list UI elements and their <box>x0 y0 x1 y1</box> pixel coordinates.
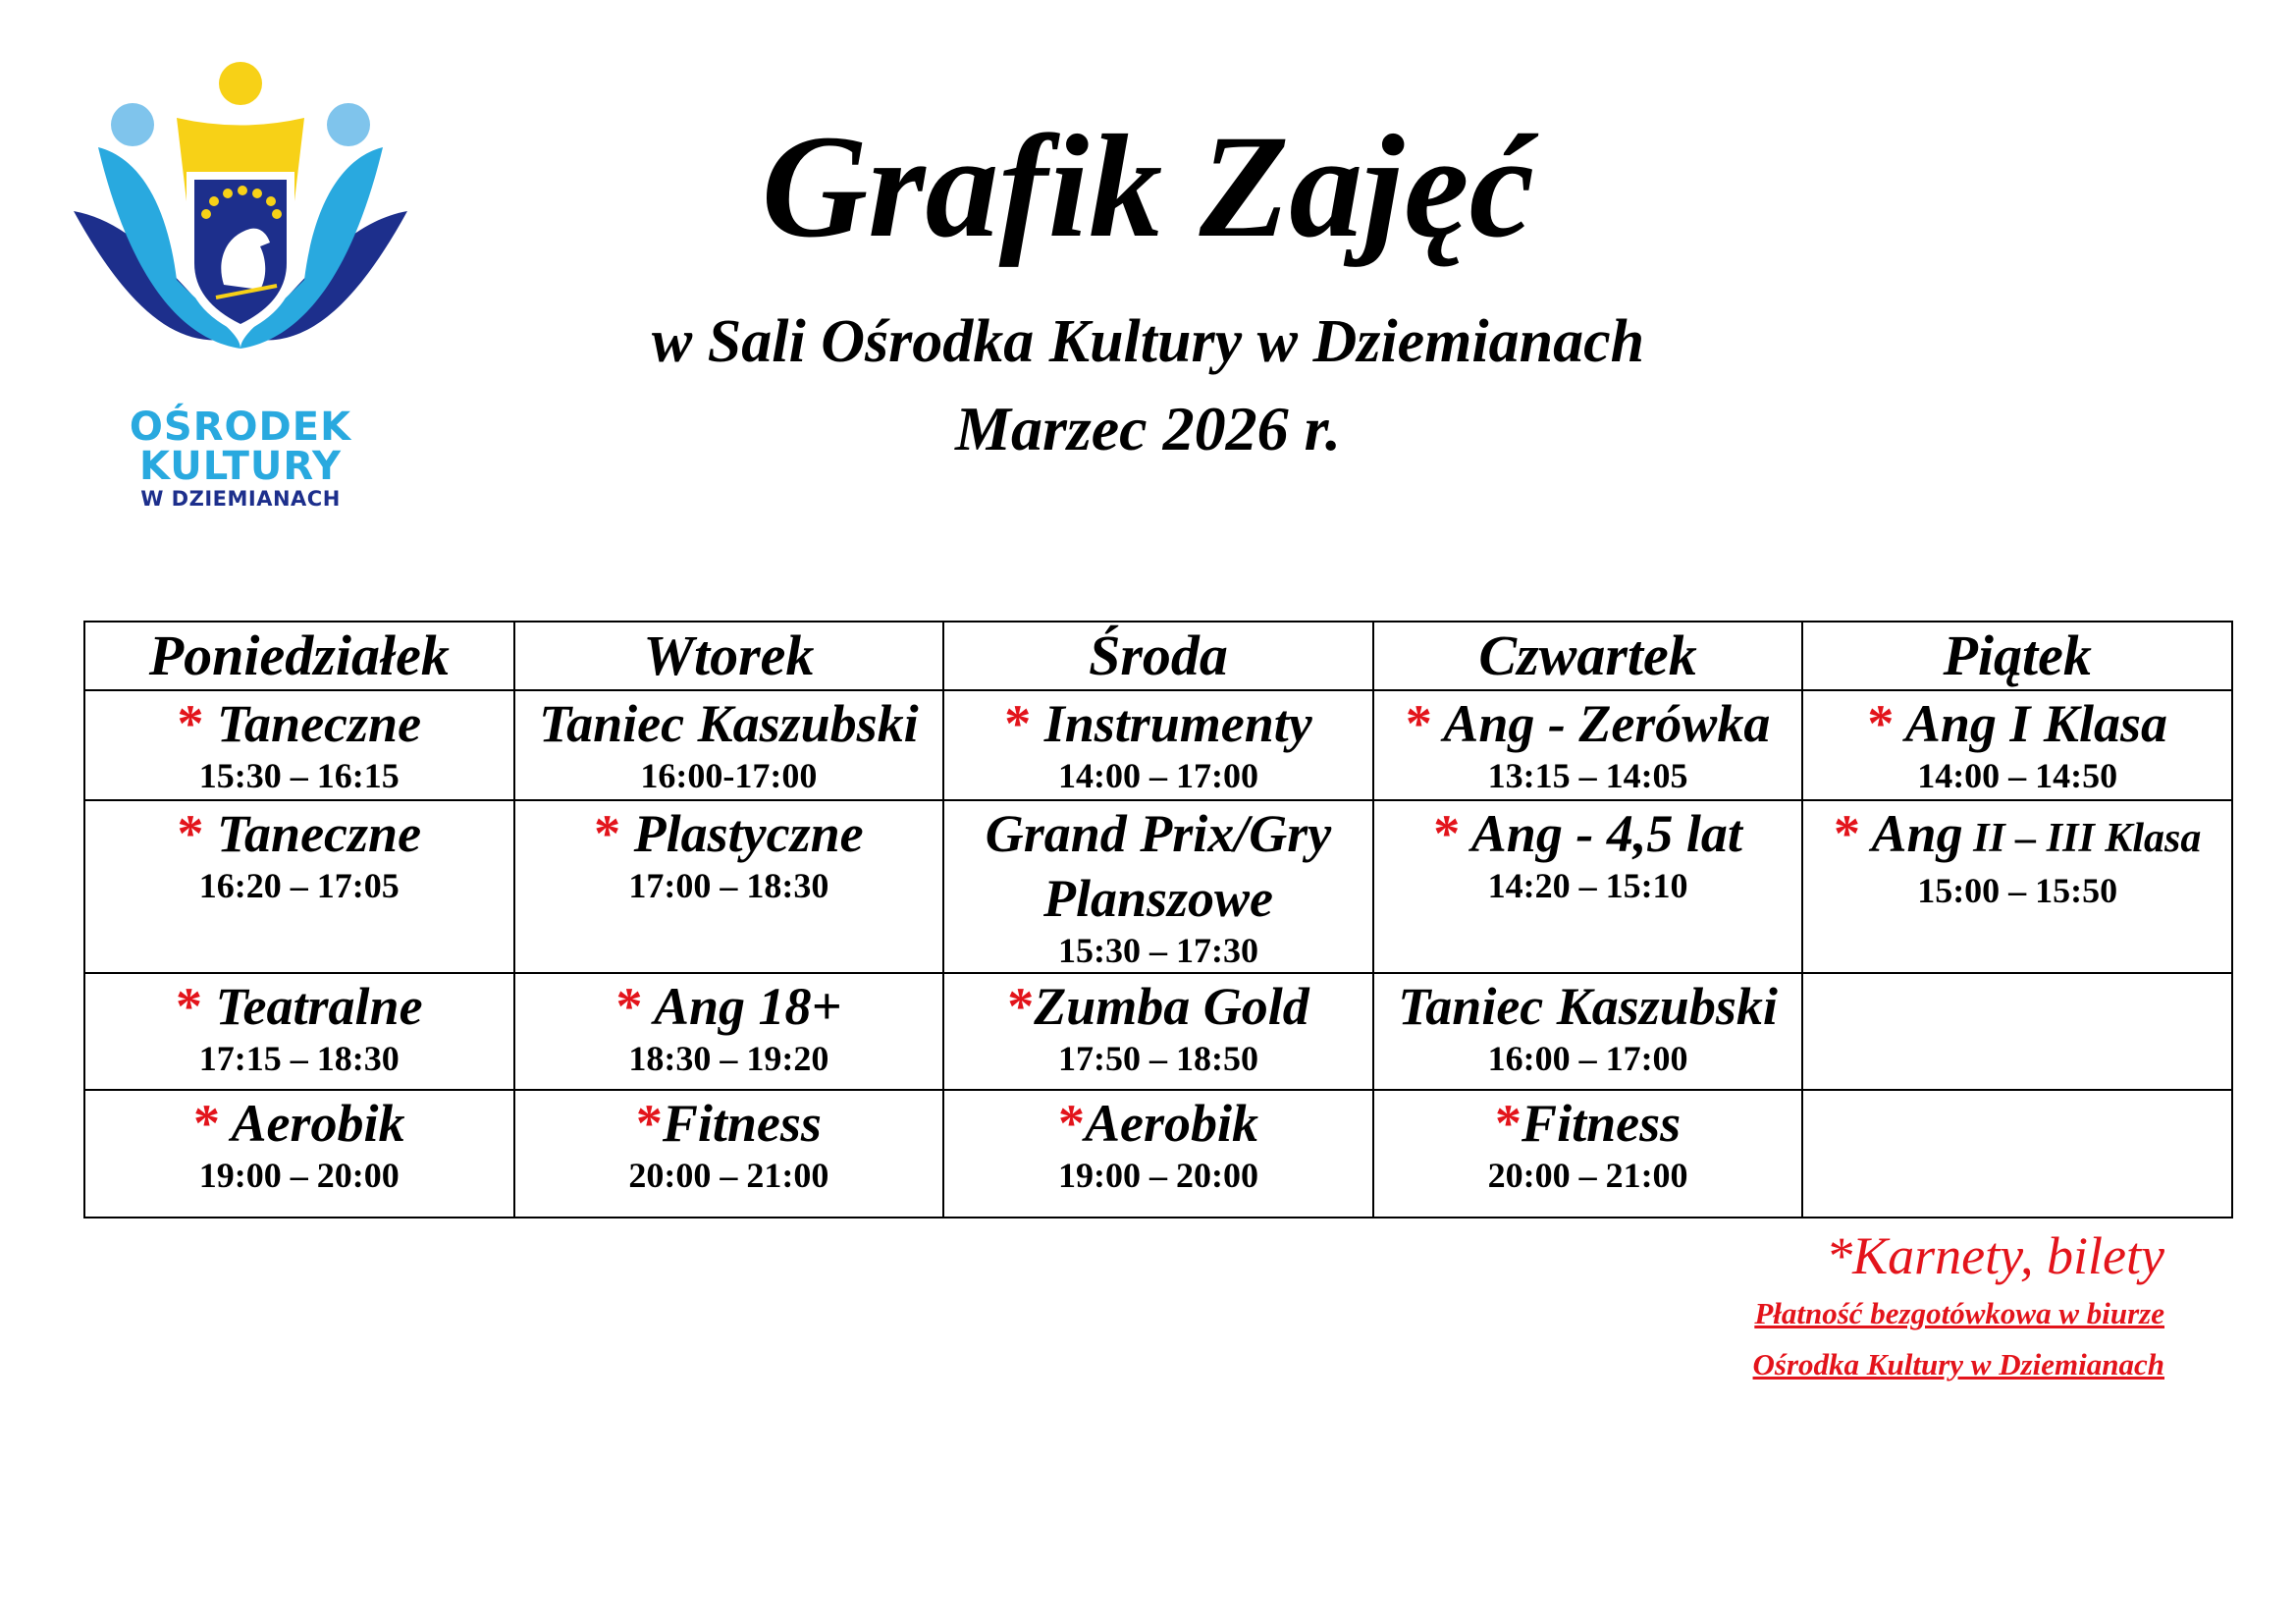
day-header-wednesday: Środa <box>943 622 1373 690</box>
page-title: Grafik Zajęć <box>761 105 1535 268</box>
star-marker: * <box>176 977 203 1036</box>
day-header-thursday: Czwartek <box>1373 622 1803 690</box>
table-cell <box>943 1090 1373 1218</box>
activity-time: 19:00 – 20:00 <box>198 1156 400 1195</box>
activity-name: * Teatralne <box>176 977 423 1036</box>
activity-name: * Instrumenty <box>1004 694 1312 753</box>
star-marker: * <box>1867 694 1895 753</box>
activity-name: * Plastyczne <box>594 804 864 863</box>
table-cell <box>514 1090 944 1218</box>
star-marker: * <box>1495 1094 1522 1153</box>
activity-time: 18:30 – 19:20 <box>628 1039 829 1078</box>
table-row <box>84 690 2232 800</box>
table-cell <box>84 690 514 800</box>
payment-note-location: Ośrodka Kultury w Dziemianach <box>1752 1347 2164 1381</box>
tickets-note: *Karnety, bilety <box>1826 1226 2164 1285</box>
table-cell <box>84 800 514 973</box>
activity-name: *Aerobik <box>1057 1094 1258 1153</box>
star-marker: * <box>635 1094 663 1153</box>
table-cell <box>1802 800 2232 973</box>
page-period: Marzec 2026 r. <box>955 394 1341 463</box>
table-cell <box>1373 690 1803 800</box>
activity-time: 13:15 – 14:05 <box>1487 756 1688 795</box>
table-row <box>84 1090 2232 1218</box>
activity-time: 19:00 – 20:00 <box>1057 1156 1258 1195</box>
day-header-friday: Piątek <box>1802 622 2232 690</box>
activity-name: *Fitness <box>1495 1094 1682 1153</box>
page-subtitle: w Sali Ośrodka Kultury w Dziemianach <box>651 308 1645 375</box>
activity-time: 16:00 – 17:00 <box>1487 1039 1688 1078</box>
activity-time: 17:15 – 18:30 <box>198 1039 400 1078</box>
logo-line-3: W DZIEMIANACH <box>140 487 341 511</box>
activity-name: Taniec Kaszubski <box>539 694 919 753</box>
activity-time: 15:30 – 17:30 <box>1057 931 1258 970</box>
activity-name: * Taneczne <box>177 694 422 753</box>
activity-time: 15:30 – 16:15 <box>198 756 400 795</box>
star-marker: * <box>177 804 204 863</box>
star-marker: * <box>594 804 621 863</box>
star-marker: * <box>1834 804 1861 863</box>
star-marker: * <box>615 977 643 1036</box>
star-marker: * <box>177 694 204 753</box>
activity-time: 16:20 – 17:05 <box>198 866 400 905</box>
activity-time: 14:20 – 15:10 <box>1487 866 1688 905</box>
activity-time: 14:00 – 17:00 <box>1057 756 1258 795</box>
table-cell <box>1373 800 1803 973</box>
star-marker: * <box>1433 804 1461 863</box>
table-cell <box>514 690 944 800</box>
activity-time: 16:00-17:00 <box>640 756 818 795</box>
activity-time: 17:00 – 18:30 <box>628 866 829 905</box>
table-header-row <box>84 622 2232 690</box>
activity-name: * Taneczne <box>177 804 422 863</box>
activity-name: Taniec Kaszubski <box>1398 977 1778 1036</box>
table-cell-empty <box>1802 973 2232 1090</box>
table-row <box>84 973 2232 1090</box>
star-marker: * <box>1057 1094 1085 1153</box>
activity-name: * Ang II – III Klasa <box>1834 804 2202 863</box>
star-marker: * <box>1007 977 1035 1036</box>
table-cell <box>943 973 1373 1090</box>
day-header-monday: Poniedziałek <box>84 622 514 690</box>
table-cell <box>1802 690 2232 800</box>
table-row <box>84 800 2232 973</box>
activity-time: 17:50 – 18:50 <box>1057 1039 1258 1078</box>
table-cell-empty <box>1802 1090 2232 1218</box>
logo-line-1: OŚRODEK <box>129 405 352 450</box>
activity-name: * Ang I Klasa <box>1867 694 2167 753</box>
table-cell <box>943 690 1373 800</box>
table-cell <box>1373 973 1803 1090</box>
table-cell <box>84 1090 514 1218</box>
day-header-tuesday: Wtorek <box>514 622 944 690</box>
activity-name: *Zumba Gold <box>1007 977 1309 1036</box>
activity-name: Grand Prix/Gry Planszowe <box>985 804 1332 928</box>
activity-time: 15:00 – 15:50 <box>1917 871 2118 910</box>
schedule-table <box>83 621 2233 1218</box>
table-cell <box>943 800 1373 973</box>
star-marker: * <box>1405 694 1432 753</box>
table-cell <box>514 973 944 1090</box>
activity-time: 14:00 – 14:50 <box>1917 756 2118 795</box>
activity-time: 20:00 – 21:00 <box>628 1156 829 1195</box>
table-cell <box>514 800 944 973</box>
table-cell <box>84 973 514 1090</box>
activity-name: * Aerobik <box>193 1094 405 1153</box>
activity-name: *Fitness <box>635 1094 822 1153</box>
activity-name: * Ang - 4,5 lat <box>1433 804 1742 863</box>
activity-name: * Ang 18+ <box>615 977 842 1036</box>
activity-time: 20:00 – 21:00 <box>1487 1156 1688 1195</box>
activity-name: * Ang - Zerówka <box>1405 694 1771 753</box>
star-marker: * <box>1004 694 1032 753</box>
payment-note: Płatność bezgotówkowa w biurze <box>1754 1296 2164 1330</box>
table-cell <box>1373 1090 1803 1218</box>
logo-line-2: KULTURY <box>139 444 342 489</box>
star-marker: * <box>193 1094 221 1153</box>
